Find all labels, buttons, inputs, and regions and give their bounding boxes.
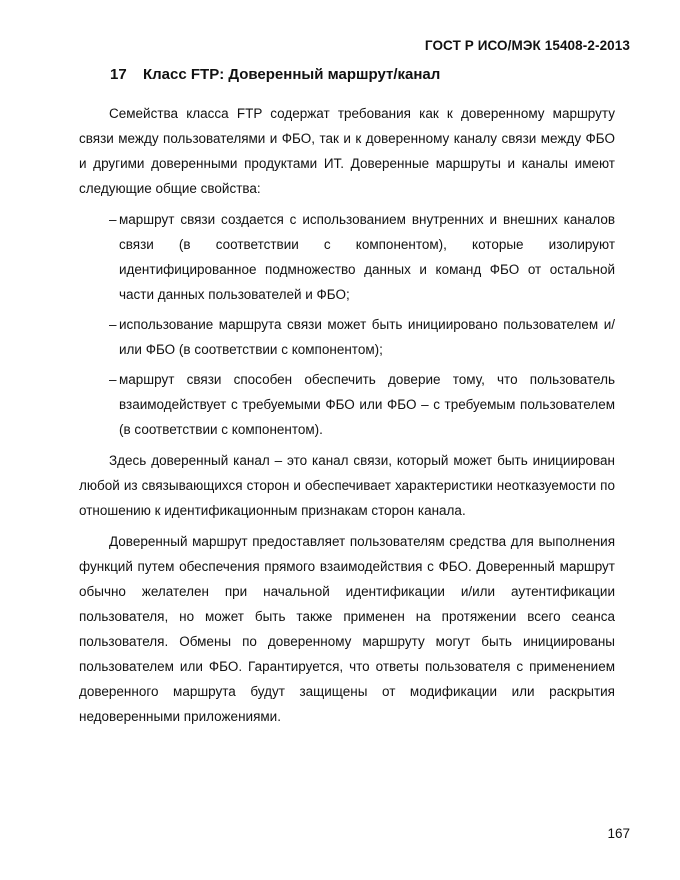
list-item-text: маршрут связи создается с использованием внутренних и внешних каналов связи (в соответствии с компонентом), которые изолируют идентифицированное подмножество данных и команд ФБО от остальной части данных пользователей и ФБО; xyxy=(119,212,615,302)
properties-list xyxy=(79,207,615,442)
list-item-text: использование маршрута связи может быть инициировано пользователем и/или ФБО (в соответствии с компонентом); xyxy=(119,317,615,357)
list-item xyxy=(79,207,615,307)
intro-paragraph: Семейства класса FTP содержат требования как к доверенному маршруту связи между пользователями и ФБО, так и к доверенному каналу связи между ФБО и другими доверенными продуктами ИТ. Доверенные маршруты и каналы имеют следующие общие свойства: xyxy=(79,106,615,196)
standard-header: ГОСТ Р ИСО/МЭК 15408-2-2013 xyxy=(424,38,630,53)
list-item xyxy=(79,367,615,442)
list-item xyxy=(79,312,615,362)
document-body xyxy=(79,101,615,729)
list-item-text: маршрут связи способен обеспечить доверие тому, что пользователь взаимодействует с требуемыми ФБО или ФБО – с требуемым пользователем (в соответствии с компонентом). xyxy=(119,372,615,437)
section-heading xyxy=(110,66,440,83)
list-dash: – xyxy=(109,212,117,227)
trusted-path-paragraph: Доверенный маршрут предоставляет пользователям средства для выполнения функций путем обеспечения прямого взаимодействия с ФБО. Доверенный маршрут обычно желателен при начальной идентификации и/или аутентификации пользователя, но может быть также применен на протяжении всего сеанса пользователя. Обмены по доверенному маршруту могут быть инициированы пользователем или ФБО. Гарантируется, что ответы пользователя с применением доверенного маршрута будут защищены от модификации или раскрытия недоверенными приложениями. xyxy=(79,534,615,724)
list-dash: – xyxy=(109,372,117,387)
trusted-channel-paragraph: Здесь доверенный канал – это канал связи, который может быть инициирован любой из связывающихся сторон и обеспечивает характеристики неотказуемости по отношению к идентификационным признакам сторон канала. xyxy=(79,453,615,518)
section-number: 17 xyxy=(110,66,127,83)
page-number: 167 xyxy=(607,826,630,841)
list-dash: – xyxy=(109,317,117,332)
section-title: Класс FTP: Доверенный маршрут/канал xyxy=(143,66,441,83)
